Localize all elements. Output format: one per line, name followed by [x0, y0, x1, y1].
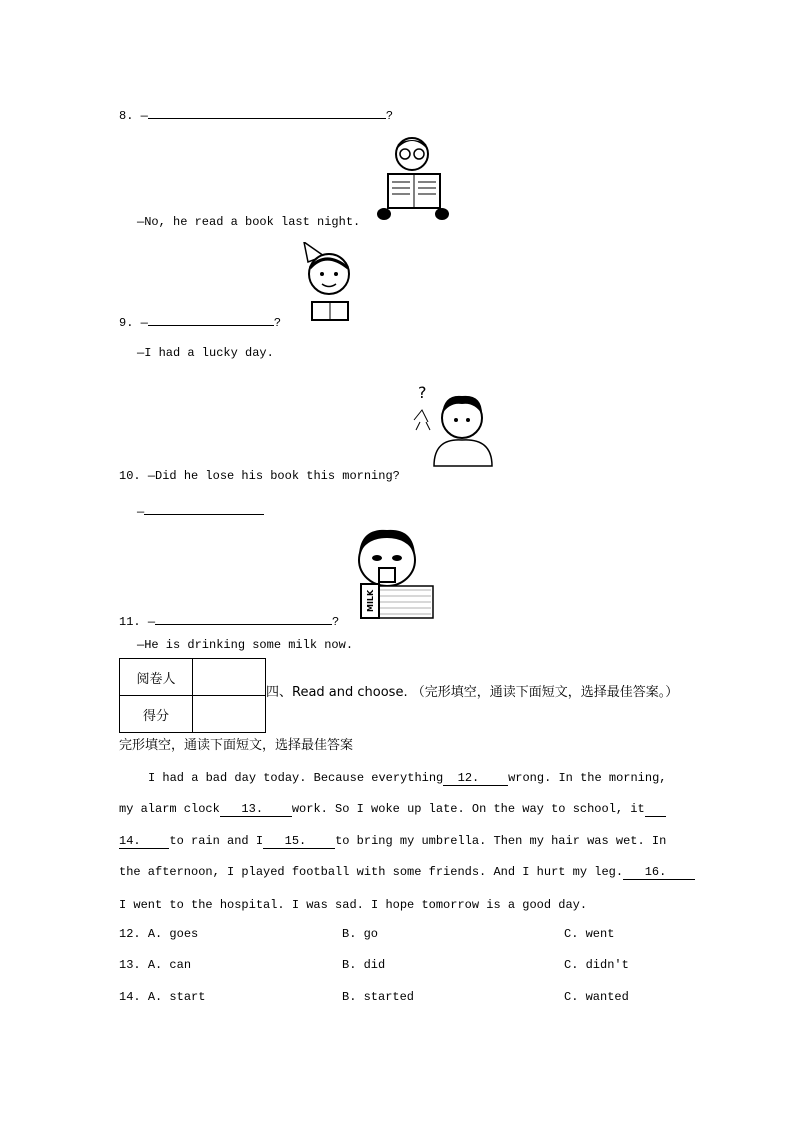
option-b[interactable]: B. started [342, 990, 415, 1004]
question-11 [119, 611, 339, 630]
milk-label: MILK [366, 589, 375, 612]
dash: — [140, 109, 148, 123]
answer-blank[interactable] [144, 501, 264, 515]
option-row-14 [119, 989, 205, 1005]
answer-blank[interactable] [148, 105, 386, 119]
passage-line-1 [148, 770, 667, 786]
question-9 [119, 312, 281, 331]
option-number: 14. [119, 990, 141, 1004]
option-b[interactable]: B. did [342, 958, 386, 972]
option-c[interactable]: C. didn't [564, 958, 629, 972]
score-table [119, 658, 266, 733]
option-row-12 [119, 926, 198, 942]
answer-blank[interactable] [155, 611, 332, 625]
text: the afternoon, I played football with some friends. And I hurt my leg. [119, 865, 624, 879]
question-10 [119, 468, 400, 484]
question-8 [119, 105, 393, 124]
score-cell[interactable] [193, 696, 266, 733]
question-mark: ? [385, 109, 394, 123]
passage-line-3 [119, 833, 666, 849]
dash: — [137, 505, 145, 519]
reviewer-label: 阅卷人 [120, 659, 193, 696]
option-a[interactable]: A. goes [147, 927, 199, 941]
text: work. So I woke up late. On the way to school, it [291, 802, 645, 816]
boy-reading-book-illustration [376, 134, 452, 224]
text: wrong. In the morning, [508, 771, 667, 785]
option-b[interactable]: B. go [342, 927, 379, 941]
passage-line-5: I went to the hospital. I was sad. I hope tomorrow is a good day. [119, 898, 588, 912]
blank-14-start[interactable] [645, 802, 667, 817]
question-number: 11. [119, 615, 141, 629]
passage-line-4 [119, 864, 695, 880]
svg-text:?: ? [418, 383, 427, 402]
section-instruction: 完形填空，通读下面短文，选择最佳答案 [119, 738, 354, 753]
option-c[interactable]: C. went [564, 927, 615, 941]
blank-13[interactable]: 13. [219, 802, 292, 816]
text: to bring my umbrella. Then my hair was wet. In [335, 834, 667, 848]
answer-8: —No, he read a book last night. [137, 215, 361, 229]
blank-16[interactable]: 16. [623, 865, 696, 879]
boy-party-hat-illustration [296, 242, 362, 324]
question-mark: ? [332, 615, 340, 629]
answer-10 [137, 501, 264, 520]
boy-drinking-milk-illustration [351, 520, 435, 622]
option-number: 12. [119, 927, 141, 941]
reviewer-cell[interactable] [193, 659, 266, 696]
dash: — [147, 615, 156, 629]
option-c[interactable]: C. wanted [564, 990, 629, 1004]
option-row-13 [119, 957, 191, 973]
section-heading: 四、Read and choose. （完形填空，通读下面短文，选择最佳答案。） [266, 685, 679, 700]
score-label: 得分 [120, 696, 193, 733]
question-number: 9. [119, 316, 134, 330]
option-a[interactable]: A. start [147, 990, 206, 1004]
text: I had a bad day today. Because everything [148, 771, 444, 785]
question-number: 8. [119, 109, 134, 123]
boy-lost-thinking-illustration [404, 382, 496, 468]
blank-15[interactable]: 15. [263, 834, 336, 848]
passage-line-2 [119, 801, 666, 817]
text: my alarm clock [119, 802, 220, 816]
question-prompt: —Did he lose his book this morning? [147, 469, 400, 483]
blank-14[interactable]: 14. [119, 834, 170, 848]
option-number: 13. [119, 958, 141, 972]
answer-blank[interactable] [148, 312, 274, 326]
answer-11: —He is drinking some milk now. [137, 638, 354, 652]
blank-12[interactable]: 12. [443, 771, 509, 785]
question-mark: ? [273, 316, 282, 330]
answer-9: —I had a lucky day. [137, 346, 274, 360]
dash: — [140, 316, 148, 330]
option-a[interactable]: A. can [147, 958, 192, 972]
question-number: 10. [119, 469, 141, 483]
text: to rain and I [169, 834, 264, 848]
